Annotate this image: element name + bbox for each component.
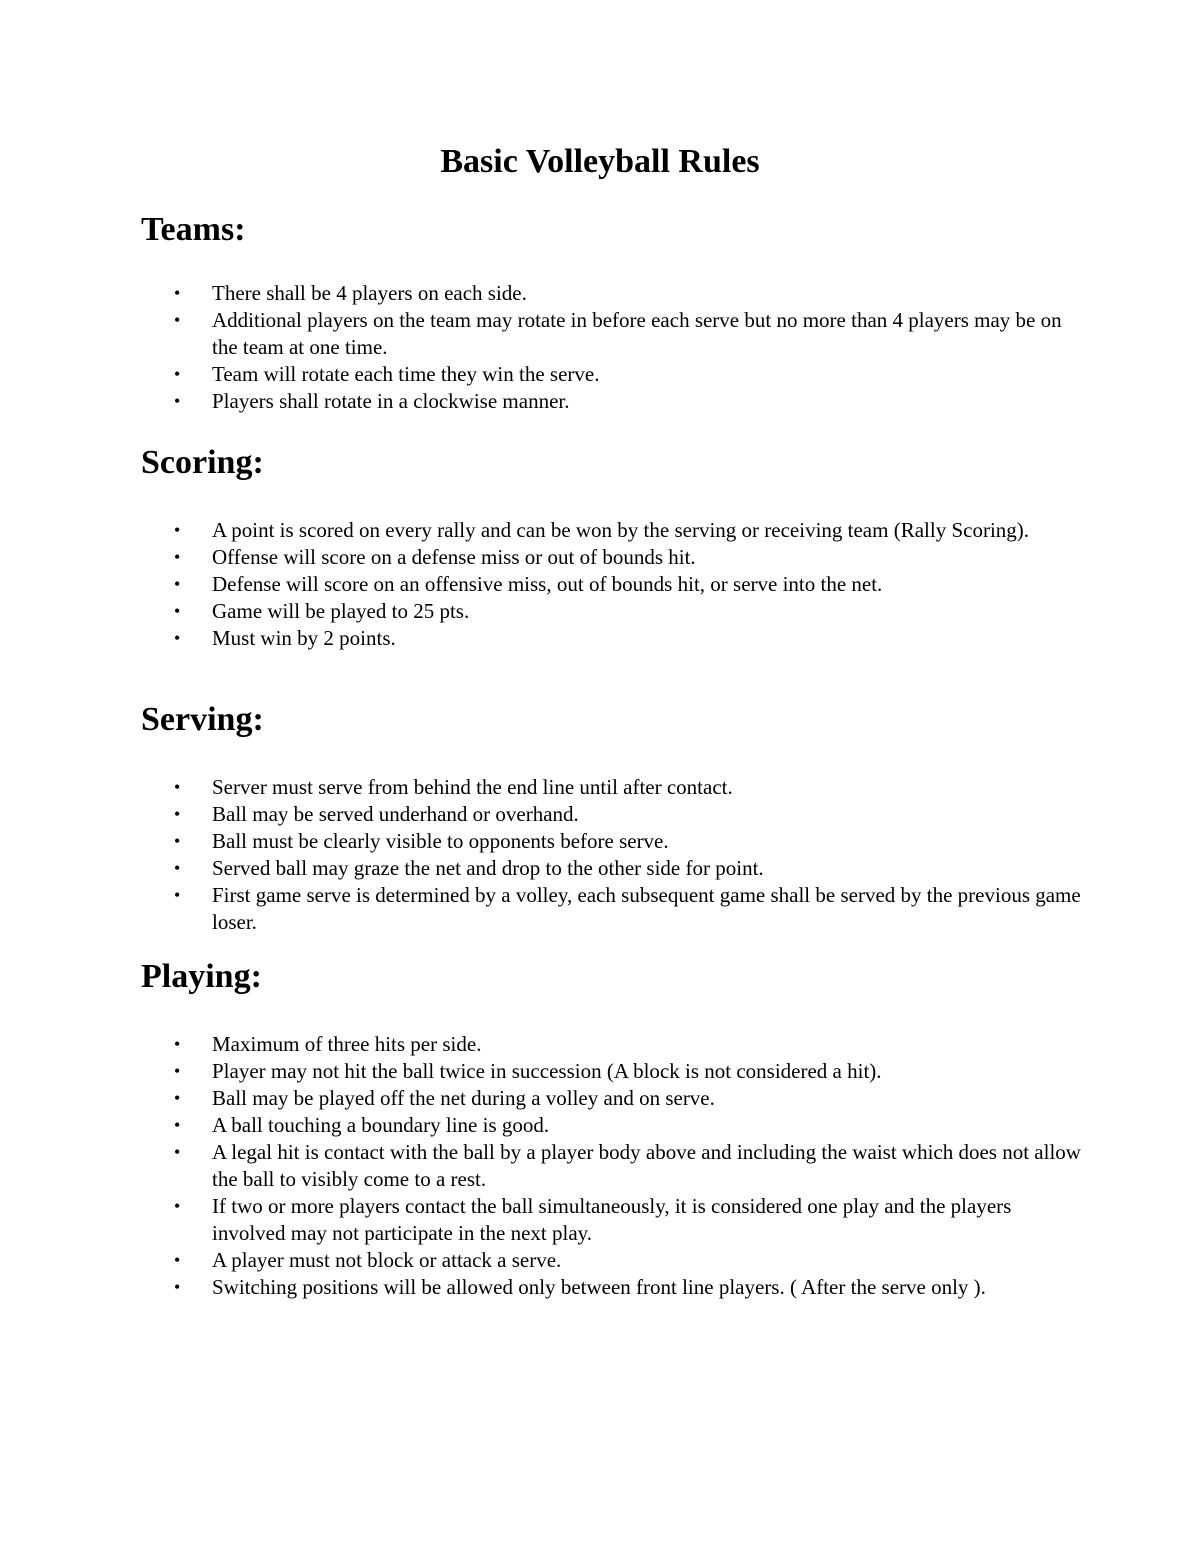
rule-text: Players shall rotate in a clockwise manner.: [212, 389, 570, 413]
rule-text: Must win by 2 points.: [212, 626, 396, 650]
bullet-icon: •: [174, 858, 181, 878]
rule-item: [141, 1193, 1081, 1247]
rule-text: If two or more players contact the ball simultaneously, it is considered one play and the players involved may not participate in the next play.: [212, 1194, 1012, 1245]
rule-text: A ball touching a boundary line is good.: [212, 1113, 550, 1137]
rule-text: Ball may be played off the net during a volley and on serve.: [212, 1086, 715, 1110]
rules-list-serving: [141, 774, 1081, 936]
rule-item: [141, 1112, 1081, 1139]
bullet-icon: •: [174, 1061, 181, 1081]
rule-item: [141, 828, 1081, 855]
bullet-icon: •: [174, 547, 181, 567]
bullet-icon: •: [174, 804, 181, 824]
rule-text: A player must not block or attack a serve.: [212, 1248, 562, 1272]
rule-text: Game will be played to 25 pts.: [212, 599, 470, 623]
rule-item: [141, 361, 1081, 388]
bullet-icon: •: [174, 1115, 181, 1135]
rule-item: [141, 1031, 1081, 1058]
rule-item: [141, 388, 1081, 415]
rules-list-scoring: [141, 517, 1081, 652]
section-playing: [141, 957, 1081, 1301]
section-heading-playing: Playing:: [141, 958, 262, 995]
bullet-icon: •: [174, 831, 181, 851]
rules-list-teams: [141, 280, 1081, 415]
section-scoring: [141, 443, 1081, 652]
rule-item: [141, 801, 1081, 828]
bullet-icon: •: [174, 520, 181, 540]
bullet-icon: •: [174, 1277, 181, 1297]
rule-text: Additional players on the team may rotate in before each serve but no more than 4 players may be on the team at one time.: [212, 308, 1062, 359]
rule-text: Defense will score on an offensive miss, out of bounds hit, or serve into the net.: [212, 572, 883, 596]
section-heading-serving: Serving:: [141, 701, 264, 738]
rule-text: There shall be 4 players on each side.: [212, 281, 527, 305]
rule-item: [141, 625, 1081, 652]
bullet-icon: •: [174, 574, 181, 594]
section-serving: [141, 700, 1081, 936]
rule-item: [141, 517, 1081, 544]
bullet-icon: •: [174, 1088, 181, 1108]
bullet-icon: •: [174, 310, 181, 330]
rule-item: [141, 1274, 1081, 1301]
section-teams: [141, 210, 1081, 415]
rule-text: A point is scored on every rally and can be won by the serving or receiving team (Rally Scoring).: [212, 518, 1030, 542]
rule-item: [141, 307, 1081, 361]
bullet-icon: •: [174, 1196, 181, 1216]
bullet-icon: •: [174, 364, 181, 384]
rule-item: [141, 280, 1081, 307]
rule-text: Maximum of three hits per side.: [212, 1032, 482, 1056]
bullet-icon: •: [174, 1034, 181, 1054]
rules-list-playing: [141, 1031, 1081, 1301]
bullet-icon: •: [174, 1250, 181, 1270]
bullet-icon: •: [174, 283, 181, 303]
bullet-icon: •: [174, 601, 181, 621]
rule-item: [141, 598, 1081, 625]
bullet-icon: •: [174, 391, 181, 411]
rule-text: Ball must be clearly visible to opponents before serve.: [212, 829, 669, 853]
bullet-icon: •: [174, 885, 181, 905]
bullet-icon: •: [174, 777, 181, 797]
rule-text: Served ball may graze the net and drop to the other side for point.: [212, 856, 764, 880]
rule-text: Ball may be served underhand or overhand.: [212, 802, 579, 826]
rule-item: [141, 1247, 1081, 1274]
rule-text: First game serve is determined by a volley, each subsequent game shall be served by the previous game loser.: [212, 883, 1081, 934]
rule-text: Switching positions will be allowed only between front line players. ( After the serve only ).: [212, 1275, 986, 1299]
rule-item: [141, 1058, 1081, 1085]
bullet-icon: •: [174, 1142, 181, 1162]
rule-text: Server must serve from behind the end line until after contact.: [212, 775, 733, 799]
rule-text: Team will rotate each time they win the serve.: [212, 362, 600, 386]
rule-item: [141, 855, 1081, 882]
section-heading-scoring: Scoring:: [141, 444, 264, 481]
rule-text: Offense will score on a defense miss or out of bounds hit.: [212, 545, 696, 569]
document-title: Basic Volleyball Rules: [440, 143, 760, 180]
rule-text: Player may not hit the ball twice in succession (A block is not considered a hit).: [212, 1059, 882, 1083]
rule-item: [141, 882, 1081, 936]
rule-text: A legal hit is contact with the ball by a player body above and including the waist which does not allow the ball to visibly come to a rest.: [212, 1140, 1081, 1191]
rule-item: [141, 1085, 1081, 1112]
rule-item: [141, 571, 1081, 598]
bullet-icon: •: [174, 628, 181, 648]
section-heading-teams: Teams:: [141, 211, 246, 248]
rule-item: [141, 544, 1081, 571]
rule-item: [141, 1139, 1081, 1193]
rule-item: [141, 774, 1081, 801]
